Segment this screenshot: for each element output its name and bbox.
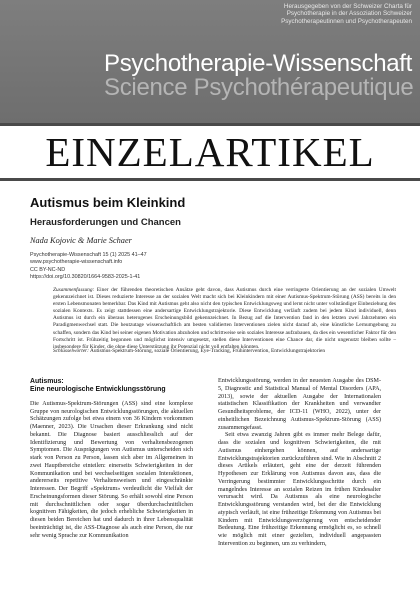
keywords-text: Autismus-Spektrum-Störung, soziale Orientierung, Eye-Tracking, Frühintervention, Entwicklungstrajektorien bbox=[89, 348, 326, 354]
paragraph: Entwicklungsstörung, werden in der neuesten Ausgabe des DSM-5, Diagnostic and Statistical Manual of Mental Disorders (APA, 2013), sowie der aktuellen Ausgabe der Internationalen statistischen Klassifikation der Krankheiten und verwandter Gesundheitsprobleme, der ICD-11 (WHO, 2022), unter der einheitlichen Bezeichnung Autismus-Spektrum-Störung (ASS) zusammengefasst. bbox=[218, 378, 381, 431]
citation-line: Psychotherapie-Wissenschaft 15 (1) 2025 41–47 bbox=[30, 252, 147, 258]
license-label: CC BY-NC-ND bbox=[30, 266, 66, 273]
article-title: Autismus beim Kleinkind bbox=[30, 195, 186, 210]
doi-link[interactable]: https://doi.org/10.30820/1664-9583-2025-1-41 bbox=[30, 273, 141, 280]
abstract-label: Zusammenfassung: bbox=[53, 287, 95, 293]
article-subtitle: Herausforderungen und Chancen bbox=[30, 217, 181, 228]
abstract-text: Einer der führenden theoretischen Ansätze geht davon, dass Autismus durch eine verringerte Orientierung an der sozialen Umwelt gekennzeichnet ist. Dieses reduzierte Interesse an der sozialen Welt macht sich bei Kleinkindern mit einer Autismus-Spektrum-Störung (ASS) bereits in den ersten Lebensmonaten bemerkbar. Das Kind mit Autismus geht also nicht den typischen Entwicklungsweg und lernt nicht unter vollständiger Einbeziehung des sozialen Kontexts. Es zeigt stattdessen eine andersartige Entwicklungstrajektorie. Diese Entwicklung verläuft zudem bei jedem Kind individuell, denn Autismus ist durch ein überaus heterogenes Erscheinungsbild gekennzeichnet. In Bezug auf die Intervention fand in den letzten zwei Jahrzehnten ein Paradigmenwechsel statt. Die heutzutage wissenschaftlich am besten validierten Interventionen zielen nicht darauf ab, eine künstliche Lernumgebung zu schaffen, sondern das Kind bei seiner eigenen Motivation abzuholen und schrittweise sein soziales Interesse aufzubauen, da dies ein wesentlicher Faktor für den Fortschritt ist. Frühzeitig begonnen und möglichst intensiv umgesetzt, stellen diese Interventionen eine Chance dar, die nicht ungenutzt bleiben sollte – insbesondere für Kinder, die ohne diese Unterstützung ihr Potenzial nicht voll entfalten könnten. bbox=[53, 287, 396, 350]
abstract bbox=[53, 287, 396, 351]
article-type-kicker: EINZELARTIKEL bbox=[45, 129, 375, 175]
journal-name-fr: Science Psychothérapeutique bbox=[104, 74, 414, 101]
website-link[interactable]: www.psychotherapie-wissenschaft.info bbox=[30, 259, 123, 266]
article-meta bbox=[30, 252, 147, 281]
body-column-right bbox=[218, 378, 381, 549]
section-heading bbox=[30, 378, 193, 395]
body-column-left bbox=[30, 378, 193, 540]
keywords-label: Schlüsselwörter: bbox=[53, 348, 89, 354]
section-heading-line-1: Autismus: bbox=[30, 378, 64, 385]
paragraph: Seit etwa zwanzig Jahren gibt es immer mehr Belege dafür, dass die sozialen und kognitiven Schwierigkeiten, die mit Autismus einhergehen können, auf andersartige Entwicklungstrajektorien zurückzuführen sind. Wie in Abschnitt 2 dieses Artikels erläutert, geht eine der derzeit führenden Hypothesen zur Erklärung von Autismus davon aus, dass die Verringerung bestimmter Entwicklungsschritte durch ein mangelndes Interesse an sozialen Reizen im frühen Kindesalter verursacht wird. Da Autismus als eine neurologische Entwicklungsstörung verstanden wird, bei der die Entwicklung atypisch verläuft, ist eine frühzeitige Erkennung von Autismus bei Kindern mit Entwicklungsverzögerung von entscheidender Bedeutung. Eine frühzeitige Erkennung ermöglicht es, so schnell wie möglich mit einer gezielten, individuell angepassten Intervention zu beginnen, um zu verhindern, bbox=[218, 432, 381, 547]
article-authors: Nada Kojovic & Marie Schaer bbox=[30, 236, 132, 245]
journal-banner bbox=[0, 0, 420, 123]
divider-top bbox=[0, 123, 420, 126]
paragraph: Die Autismus-Spektrum-Störungen (ASS) sind eine komplexe Gruppe von neurologischen Entwicklungsstörungen, die aktuellen Schätzungen zufolge bei etwa einem von 36 Kindern vorkommen (Maenner, 2023). Die Ursachen dieser Erkrankung sind nicht bekannt. Die Diagnose basiert ausschliesslich auf der Identifizierung und Bewertung von verhaltensbezogenen Symptomen. Die Ausprägungen von Autismus unterscheiden sich stark von Person zu Person, lassen sich aber im Allgemeinen in zwei Hauptbereiche einteilen: einerseits Schwierigkeiten in der Kommunikation und bei wechselseitigen sozialen Interaktionen, andererseits repetitive Verhaltensweisen und eingeschränkte Interessen. Der Begriff «Spektrum» verdeutlicht die Vielfalt der Erscheinungsformen dieser Störung. So erhält sowohl eine Person mit durchschnittlichen oder sogar überdurchschnittlichen kognitiven Fähigkeiten, die jedoch erhebliche Schwierigkeiten in diesen beiden Bereichen hat und dadurch in ihrer Lebensqualität beeinträchtigt ist, die ASS-Diagnose als auch eine Person, die nur sehr wenig Sprache zur Kommunikation bbox=[30, 400, 193, 539]
keywords bbox=[53, 348, 396, 355]
divider-bottom bbox=[0, 178, 420, 181]
publisher-note: Herausgegeben von der Schweizer Charta für Psychotherapie in der Assoziation Schweizer Psychotherapeutinnen und Psychotherapeuten bbox=[281, 3, 412, 25]
section-heading-line-2: Eine neurologische Entwicklungsstörung bbox=[30, 386, 166, 394]
journal-name-de: Psychotherapie-Wissenschaft bbox=[104, 50, 413, 77]
